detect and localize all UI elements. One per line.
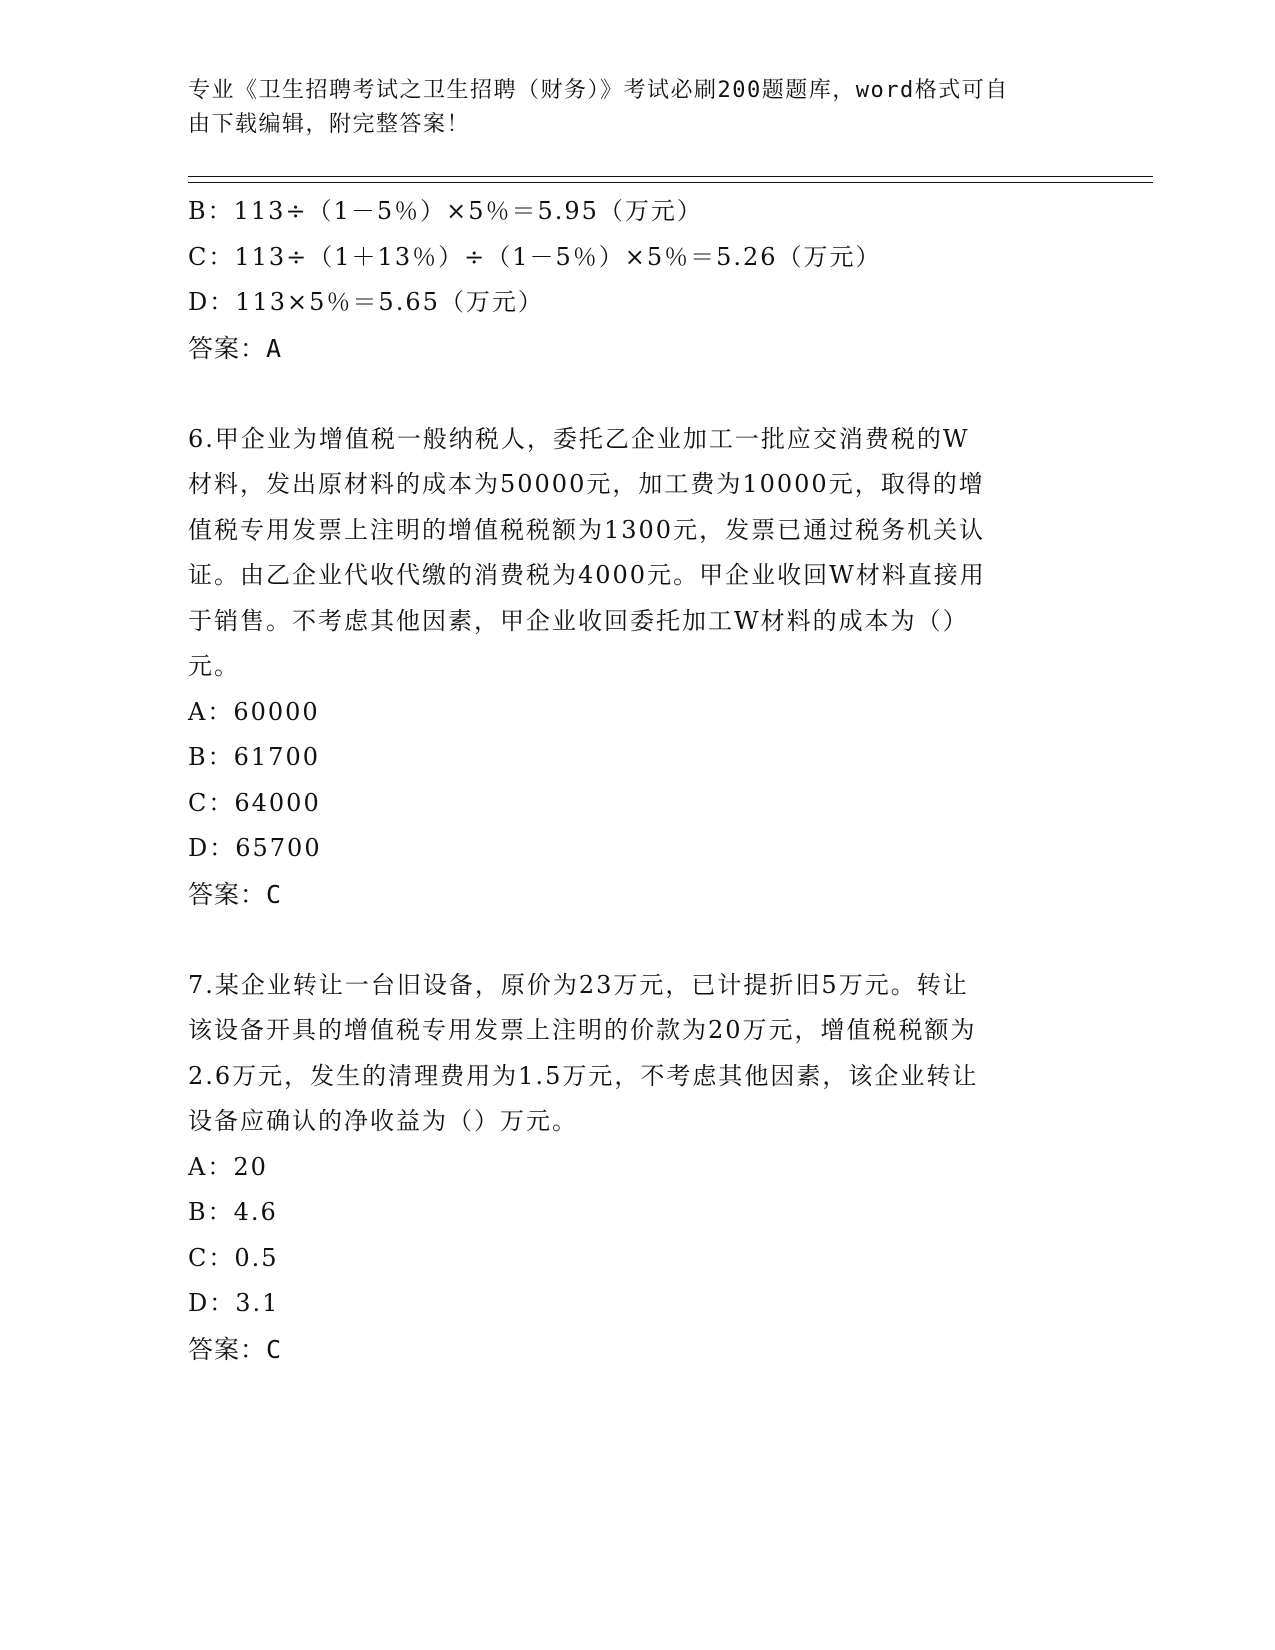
prev-answer: 答案：A [188, 333, 283, 363]
q6-option-d: D：65700 [188, 834, 322, 862]
q6-text-line: 值税专用发票上注明的增值税税额为1300元，发票已通过税务机关认 [188, 515, 986, 544]
prev-option-d: D：113×5％＝5.65（万元） [188, 288, 544, 316]
header-divider-top [188, 176, 1153, 177]
document-header [188, 74, 1088, 142]
q7-text-line: 2.6万元，发生的清理费用为1.5万元，不考虑其他因素，该企业转让 [188, 1061, 979, 1090]
q6-option-c: C：64000 [188, 788, 321, 817]
spacer [188, 917, 1108, 963]
header-divider-bottom [188, 182, 1153, 183]
q6-answer: 答案：C [188, 879, 283, 909]
question-6 [188, 417, 1108, 918]
q6-text-line: 证。由乙企业代收代缴的消费税为4000元。甲企业收回W材料直接用 [188, 561, 986, 589]
question-7 [188, 963, 1108, 1373]
q6-text-line: 于销售。不考虑其他因素，甲企业收回委托加工W材料的成本为（） [188, 606, 969, 635]
q7-option-d: D：3.1 [188, 1289, 280, 1317]
q7-option-b: B：4.6 [188, 1198, 278, 1226]
q6-text-line: 元。 [188, 652, 240, 680]
prev-option-b: B：113÷（1－5％）×5％＝5.95（万元） [188, 197, 703, 225]
header-line-1: 专业《卫生招聘考试之卫生招聘（财务）》考试必刷200题题库，word格式可自 [188, 78, 1009, 103]
q7-text-line: 设备应确认的净收益为（）万元。 [188, 1107, 578, 1135]
q7-text-line: 7.某企业转让一台旧设备，原价为23万元，已计提折旧5万元。转让 [188, 970, 969, 999]
q7-option-a: A：20 [188, 1152, 268, 1181]
q7-text-line: 该设备开具的增值税专用发票上注明的价款为20万元，增值税税额为 [188, 1016, 977, 1044]
q7-answer: 答案：C [188, 1334, 283, 1364]
prev-option-c: C：113÷（1＋13％）÷（1－5％）×5％＝5.26（万元） [188, 242, 882, 271]
q6-text-line: 材料，发出原材料的成本为50000元，加工费为10000元，取得的增 [188, 470, 985, 498]
q6-option-a: A：60000 [188, 697, 320, 726]
q7-option-c: C：0.5 [188, 1243, 279, 1272]
q6-option-b: B：61700 [188, 743, 320, 771]
document-body [188, 189, 1108, 1372]
spacer [188, 371, 1108, 417]
header-line-2: 由下载编辑，附完整答案！ [188, 112, 471, 137]
q6-text-line: 6.甲企业为增值税一般纳税人，委托乙企业加工一批应交消费税的W [188, 424, 970, 453]
